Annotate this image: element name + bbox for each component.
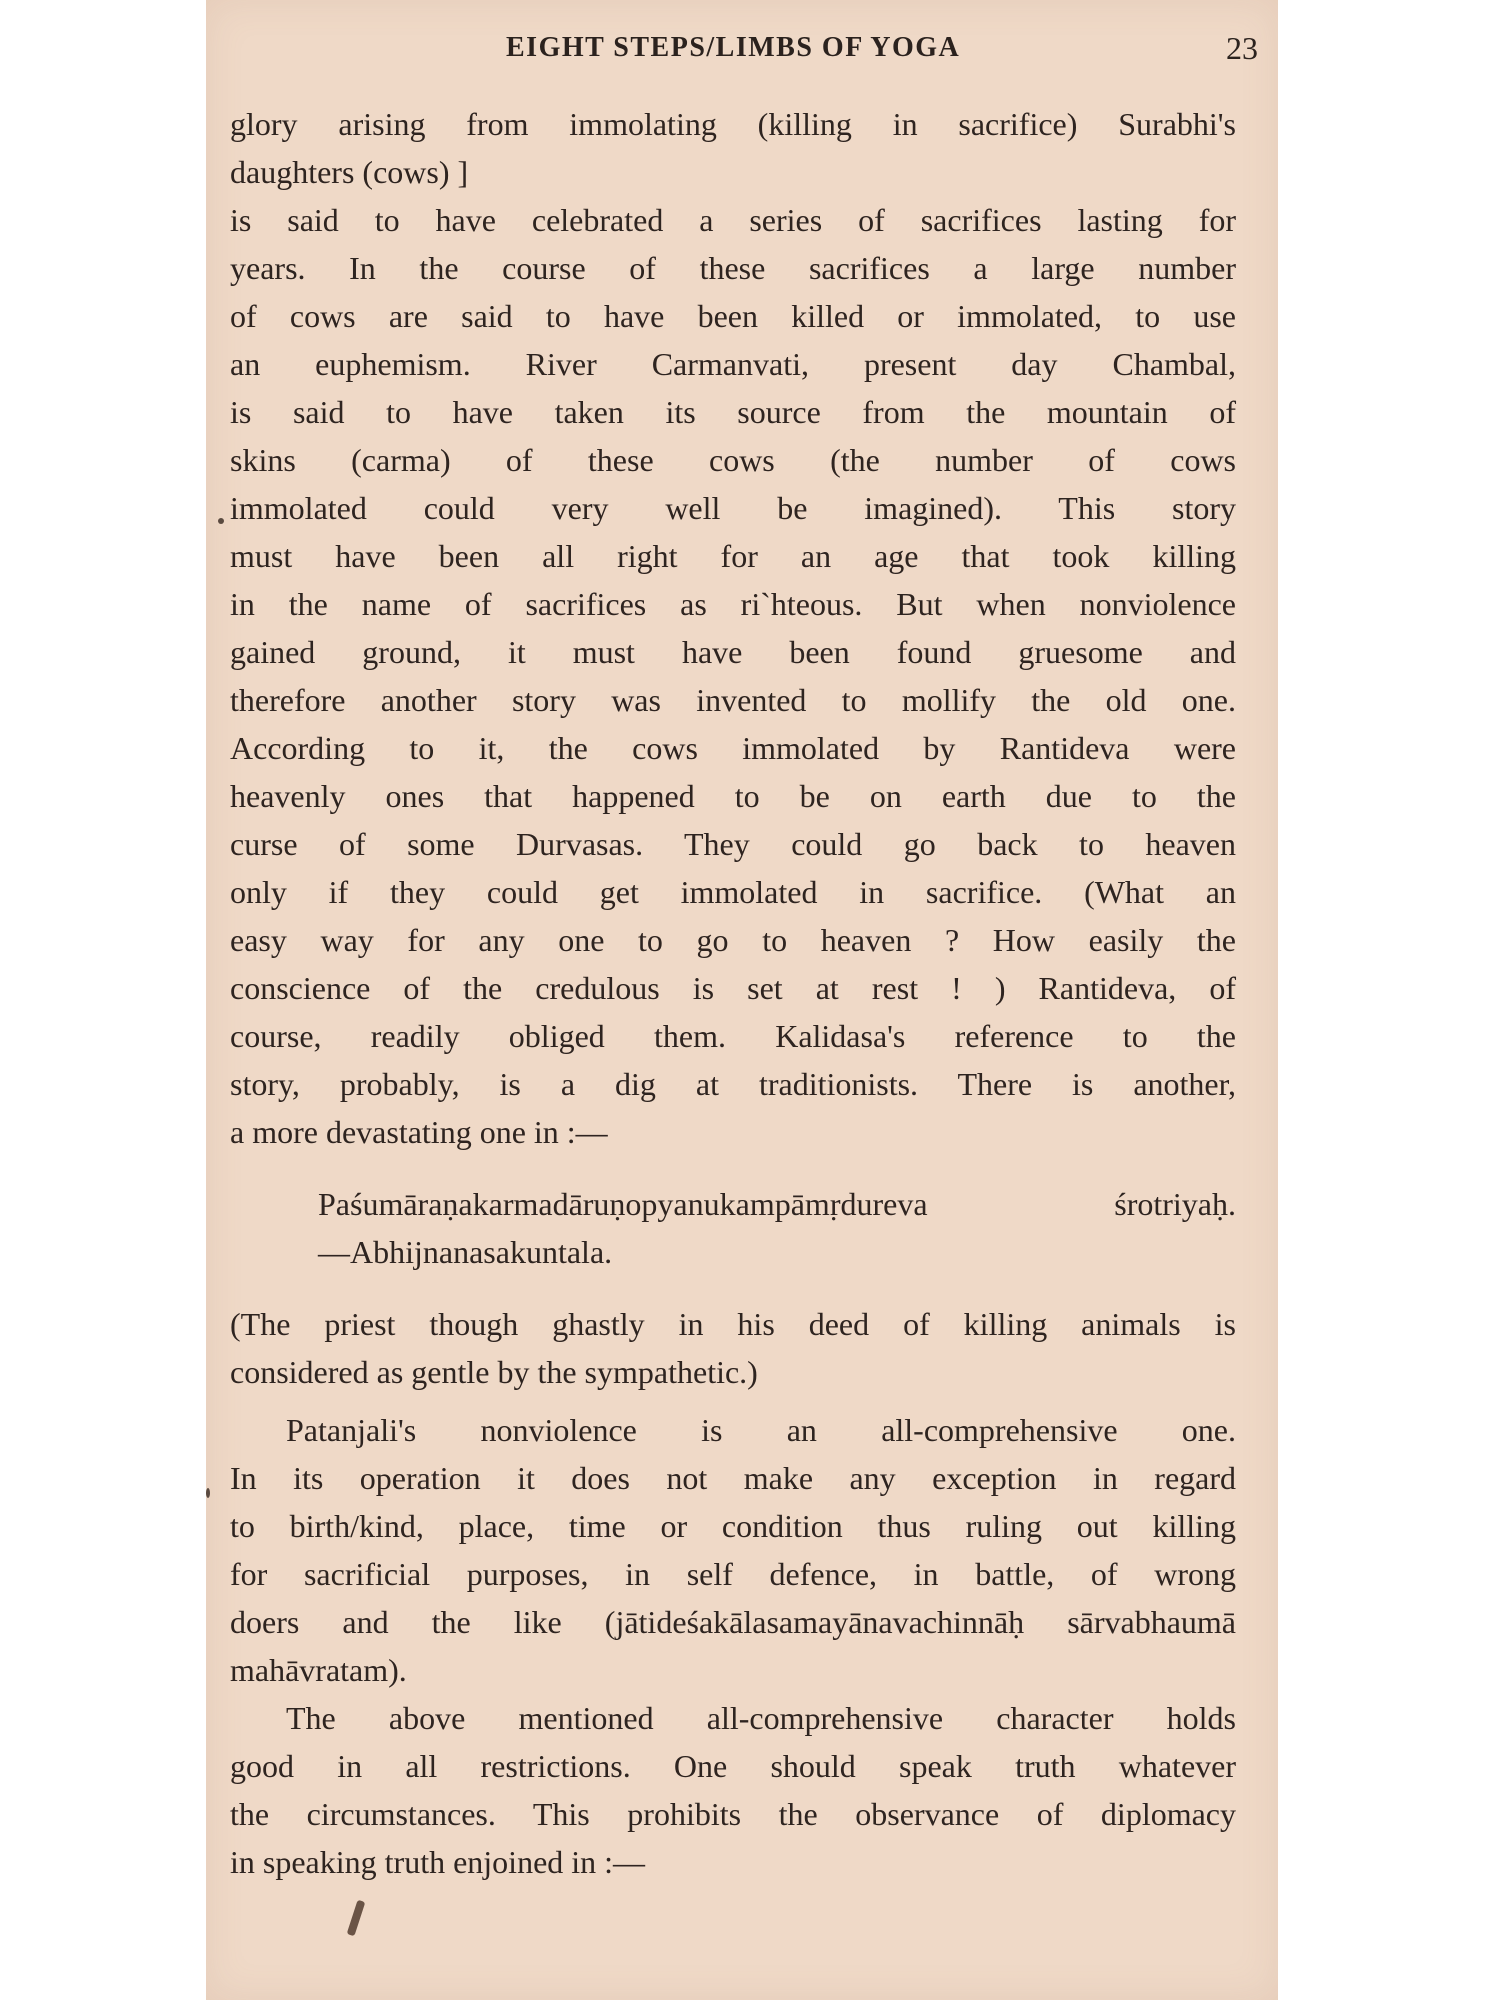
text-line: easy way for any one to go to heaven ? How easily the bbox=[230, 922, 1236, 958]
book-page bbox=[206, 0, 1278, 2000]
margin-mark bbox=[218, 518, 224, 524]
sanskrit-verse bbox=[318, 1180, 1236, 1276]
text-line: gained ground, it must have been found gruesome and bbox=[230, 634, 1236, 670]
text-line: curse of some Durvasas. They could go back to heaven bbox=[230, 826, 1236, 862]
page-number: 23 bbox=[1226, 30, 1258, 66]
text-line: In its operation it does not make any exception in regard bbox=[230, 1460, 1236, 1496]
paragraph-patanjali-nonviolence bbox=[230, 1406, 1236, 1694]
pen-mark bbox=[347, 1900, 366, 1937]
text-line: a more devastating one in :— bbox=[230, 1114, 608, 1150]
text-line: is said to have taken its source from the mountain of bbox=[230, 394, 1236, 430]
running-header bbox=[206, 28, 1278, 68]
text-line: glory arising from immolating (killing in sacrifice) Surabhi's bbox=[230, 106, 1236, 142]
page-body bbox=[230, 100, 1236, 1886]
text-line: only if they could get immolated in sacrifice. (What an bbox=[230, 874, 1236, 910]
text-line: conscience of the credulous is set at rest ! ) Rantideva, of bbox=[230, 970, 1236, 1006]
text-line: The above mentioned all-comprehensive character holds bbox=[286, 1700, 1236, 1736]
spacer bbox=[230, 1276, 1236, 1300]
text-line: (The priest though ghastly in his deed of killing animals is bbox=[230, 1306, 1236, 1342]
spacer bbox=[230, 1156, 1236, 1180]
text-line: According to it, the cows immolated by Rantideva were bbox=[230, 730, 1236, 766]
text-line: story, probably, is a dig at traditionists. There is another, bbox=[230, 1066, 1236, 1102]
text-line: good in all restrictions. One should speak truth whatever bbox=[230, 1748, 1236, 1784]
text-line: years. In the course of these sacrifices a large number bbox=[230, 250, 1236, 286]
text-line: daughters (cows) ] bbox=[230, 154, 469, 190]
text-line: course, readily obliged them. Kalidasa's reference to the bbox=[230, 1018, 1236, 1054]
text-line: skins (carma) of these cows (the number of cows bbox=[230, 442, 1236, 478]
verse-translation bbox=[230, 1300, 1236, 1396]
text-line: therefore another story was invented to mollify the old one. bbox=[230, 682, 1236, 718]
paragraph-continuation bbox=[230, 100, 1236, 196]
text-line: in the name of sacrifices as ri`hteous. But when nonviolence bbox=[230, 586, 1236, 622]
text-line: in speaking truth enjoined in :— bbox=[230, 1844, 646, 1880]
paragraph-rantideva-story bbox=[230, 196, 1236, 1156]
running-title: EIGHT STEPS/LIMBS OF YOGA bbox=[506, 32, 961, 63]
text-line: doers and the like (jātideśakālasamayānavachinnāḥ sārvabhaumā bbox=[230, 1604, 1236, 1640]
text-line: immolated could very well be imagined). This story bbox=[230, 490, 1236, 526]
text-line: for sacrificial purposes, in self defence, in battle, of wrong bbox=[230, 1556, 1236, 1592]
paragraph-truth-restriction bbox=[230, 1694, 1236, 1886]
text-line: an euphemism. River Carmanvati, present day Chambal, bbox=[230, 346, 1236, 382]
text-line: the circumstances. This prohibits the observance of diplomacy bbox=[230, 1796, 1236, 1832]
verse-attribution: —Abhijnanasakuntala. bbox=[318, 1234, 613, 1270]
text-line: considered as gentle by the sympathetic.) bbox=[230, 1354, 758, 1390]
text-line: must have been all right for an age that took killing bbox=[230, 538, 1236, 574]
text-line: Patanjali's nonviolence is an all-comprehensive one. bbox=[286, 1412, 1236, 1448]
text-line: to birth/kind, place, time or condition thus ruling out killing bbox=[230, 1508, 1236, 1544]
spacer bbox=[230, 1396, 1236, 1406]
text-line: of cows are said to have been killed or immolated, to use bbox=[230, 298, 1236, 334]
verse-line: Paśumāraṇakarmadāruṇopyanukampāmṛdureva śrotriyaḥ. bbox=[318, 1186, 1236, 1222]
margin-mark bbox=[206, 1488, 210, 1498]
text-line: is said to have celebrated a series of sacrifices lasting for bbox=[230, 202, 1236, 238]
text-line: mahāvratam). bbox=[230, 1652, 407, 1688]
text-line: heavenly ones that happened to be on earth due to the bbox=[230, 778, 1236, 814]
